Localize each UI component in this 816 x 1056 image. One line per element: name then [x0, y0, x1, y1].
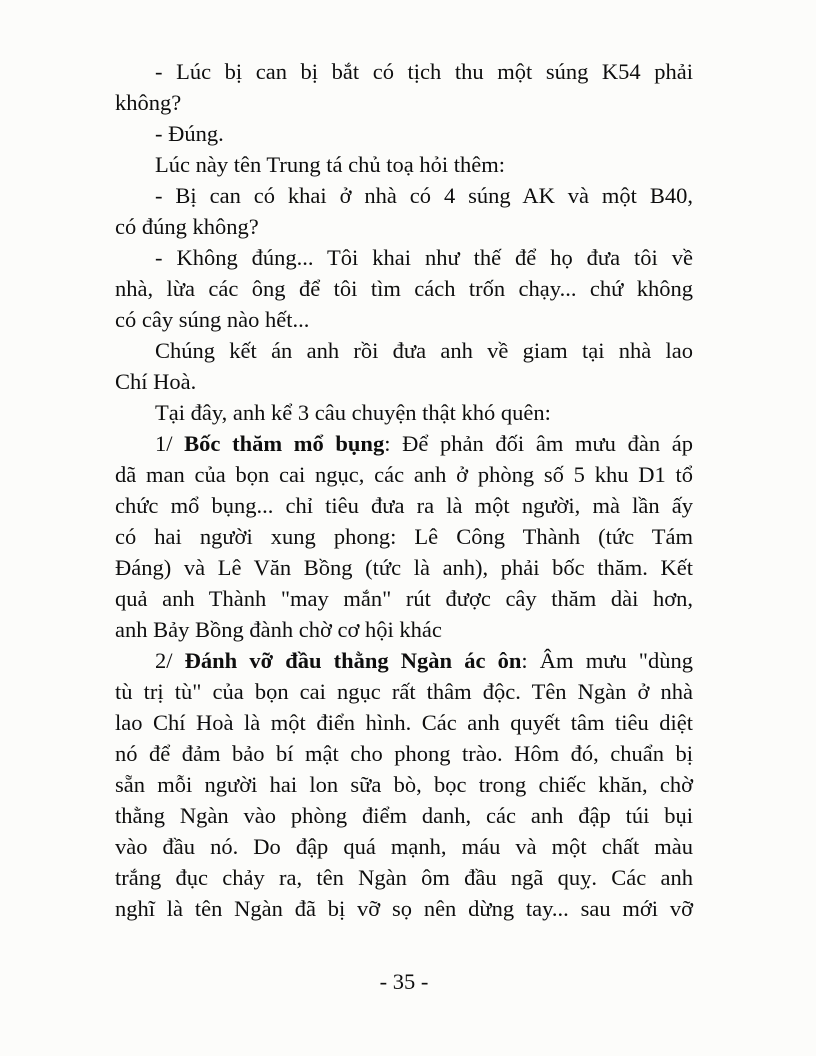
- text-line: [115, 242, 693, 273]
- text-segment: nghĩ là tên Ngàn đã bị vỡ sọ nên dừng tay... sau mới vỡ: [115, 896, 693, 921]
- text-segment: nhà, lừa các ông để tôi tìm cách trốn chạy... chứ không: [115, 276, 693, 301]
- text-segment: : Để phản đối âm mưu đàn áp: [384, 431, 693, 456]
- text-line: [115, 56, 693, 87]
- text-segment: lao Chí Hoà là một điển hình. Các anh quyết tâm tiêu diệt: [115, 710, 693, 735]
- text-line: [115, 118, 693, 149]
- text-line: [115, 180, 693, 211]
- text-line: [115, 552, 693, 583]
- text-segment: - Đúng.: [155, 121, 224, 146]
- text-segment: không?: [115, 90, 182, 115]
- text-line: [115, 769, 693, 800]
- text-line: [115, 831, 693, 862]
- text-segment: nó để đảm bảo bí mật cho phong trào. Hôm đó, chuẩn bị: [115, 741, 693, 766]
- text-segment: anh Bảy Bồng đành chờ cơ hội khác: [115, 617, 442, 642]
- text-line: [115, 738, 693, 769]
- text-segment: có cây súng nào hết...: [115, 307, 310, 332]
- text-line: [115, 335, 693, 366]
- page-number: - 35 -: [379, 969, 429, 994]
- text-segment: có hai người xung phong: Lê Công Thành (tức Tám: [115, 524, 693, 549]
- text-segment: Lúc này tên Trung tá chủ toạ hỏi thêm:: [155, 152, 505, 177]
- text-segment: dã man của bọn cai ngục, các anh ở phòng số 5 khu D1 tổ: [115, 462, 693, 487]
- text-line: [115, 521, 693, 552]
- text-line: [115, 490, 693, 521]
- text-segment: có đúng không?: [115, 214, 259, 239]
- text-segment: Chí Hoà.: [115, 369, 197, 394]
- text-line: [115, 614, 693, 645]
- page-text: [115, 56, 693, 924]
- text-line: [115, 707, 693, 738]
- text-segment: Tại đây, anh kể 3 câu chuyện thật khó quên:: [155, 400, 551, 425]
- text-line: [115, 645, 693, 676]
- text-segment: chức mổ bụng... chỉ tiêu đưa ra là một người, mà lần ấy: [115, 493, 693, 518]
- text-line: [115, 149, 693, 180]
- text-segment: tù trị tù" của bọn cai ngục rất thâm độc. Tên Ngàn ở nhà: [115, 679, 693, 704]
- text-line: [115, 87, 693, 118]
- text-line: [115, 893, 693, 924]
- text-line: [115, 304, 693, 335]
- text-segment: : Âm mưu "dùng: [521, 648, 693, 673]
- text-line: [115, 800, 693, 831]
- bold-heading: Đánh vỡ đầu thằng Ngàn ác ôn: [184, 648, 522, 673]
- bold-heading: Bốc thăm mổ bụng: [184, 431, 385, 456]
- text-line: [115, 211, 693, 242]
- text-segment: - Lúc bị can bị bắt có tịch thu một súng K54 phải: [155, 59, 693, 84]
- text-segment: Đáng) và Lê Văn Bồng (tức là anh), phải bốc thăm. Kết: [115, 555, 693, 580]
- text-segment: - Bị can có khai ở nhà có 4 súng AK và một B40,: [155, 183, 693, 208]
- text-segment: Chúng kết án anh rồi đưa anh về giam tại nhà lao: [155, 338, 693, 363]
- text-line: [115, 428, 693, 459]
- text-line: [115, 459, 693, 490]
- text-line: [115, 862, 693, 893]
- text-segment: - Không đúng... Tôi khai như thế để họ đưa tôi về: [155, 245, 693, 270]
- text-line: [115, 273, 693, 304]
- text-segment: 1/: [155, 431, 185, 456]
- text-segment: sẵn mỗi người hai lon sữa bò, bọc trong chiếc khăn, chờ: [115, 772, 693, 797]
- text-line: [115, 583, 693, 614]
- text-line: [115, 366, 693, 397]
- text-segment: thằng Ngàn vào phòng điểm danh, các anh đập túi bụi: [115, 803, 693, 828]
- text-segment: trắng đục chảy ra, tên Ngàn ôm đầu ngã quỵ. Các anh: [115, 865, 693, 890]
- text-line: [115, 397, 693, 428]
- text-segment: quả anh Thành "may mắn" rút được cây thăm dài hơn,: [115, 586, 693, 611]
- text-line: [115, 676, 693, 707]
- text-segment: 2/: [155, 648, 185, 673]
- text-segment: vào đầu nó. Do đập quá mạnh, máu và một chất màu: [115, 834, 693, 859]
